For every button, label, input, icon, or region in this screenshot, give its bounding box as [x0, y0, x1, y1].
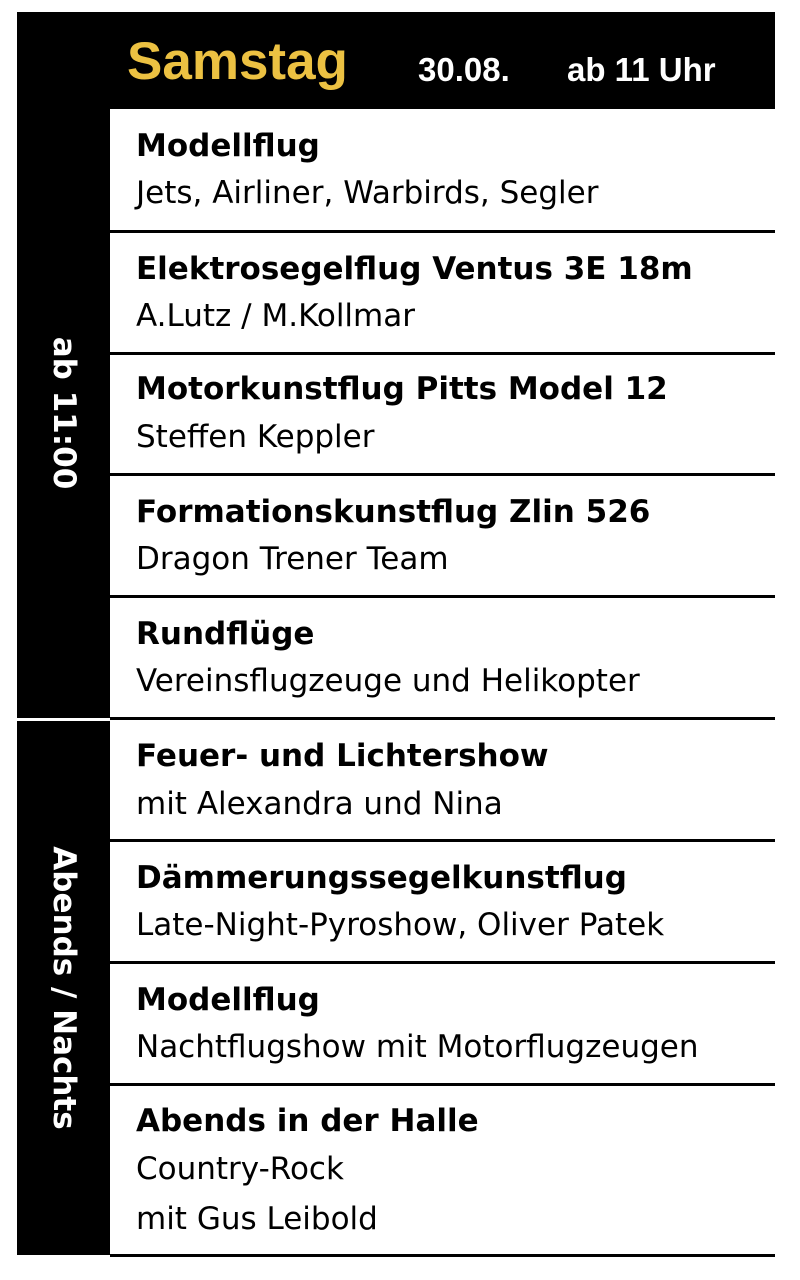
side-block-evening	[17, 721, 110, 1255]
entry-title: Abends in der Halle	[136, 1103, 479, 1139]
schedule-entry	[110, 720, 775, 842]
entry-detail: Late-Night-Pyroshow, Oliver Patek	[136, 907, 665, 943]
entry-detail: mit Alexandra und Nina	[136, 786, 503, 822]
header-date: 30.08.	[418, 51, 510, 88]
schedule-entry	[110, 476, 775, 598]
entry-detail: Country-Rock	[136, 1151, 344, 1187]
entry-title: Modellflug	[136, 128, 320, 164]
entry-title: Motorkunstflug Pitts Model 12	[136, 371, 668, 407]
entry-title: Dämmerungssegelkunstflug	[136, 860, 627, 896]
entry-title: Formationskunstflug Zlin 526	[136, 494, 651, 530]
entry-detail: Dragon Trener Team	[136, 541, 449, 577]
side-block-daytime	[17, 108, 110, 718]
entry-title: Modellflug	[136, 982, 320, 1018]
entry-detail: Nachtflugshow mit Motorflugzeugen	[136, 1029, 699, 1065]
schedule-entry	[110, 233, 775, 355]
schedule-entry	[110, 109, 775, 233]
entry-detail: Jets, Airliner, Warbirds, Segler	[136, 175, 599, 211]
side-label-evening: Abends / Nachts	[45, 846, 82, 1130]
schedule-header	[17, 12, 775, 109]
schedule-entry	[110, 964, 775, 1086]
entry-title: Rundflüge	[136, 616, 315, 652]
entry-detail: A.Lutz / M.Kollmar	[136, 298, 415, 334]
schedule-entry	[110, 842, 775, 964]
entry-detail: Steffen Keppler	[136, 419, 375, 455]
header-time: ab 11 Uhr	[567, 51, 716, 88]
entry-title: Feuer- und Lichtershow	[136, 738, 549, 774]
header-day: Samstag	[127, 32, 348, 91]
schedule-entry	[110, 1086, 775, 1257]
entry-detail: Vereinsflugzeuge und Helikopter	[136, 663, 640, 699]
entry-detail: mit Gus Leibold	[136, 1201, 378, 1237]
schedule-entry	[110, 598, 775, 720]
entry-title: Elektrosegelflug Ventus 3E 18m	[136, 251, 693, 287]
schedule-entry	[110, 355, 775, 476]
side-label-daytime: ab 11:00	[45, 336, 82, 490]
